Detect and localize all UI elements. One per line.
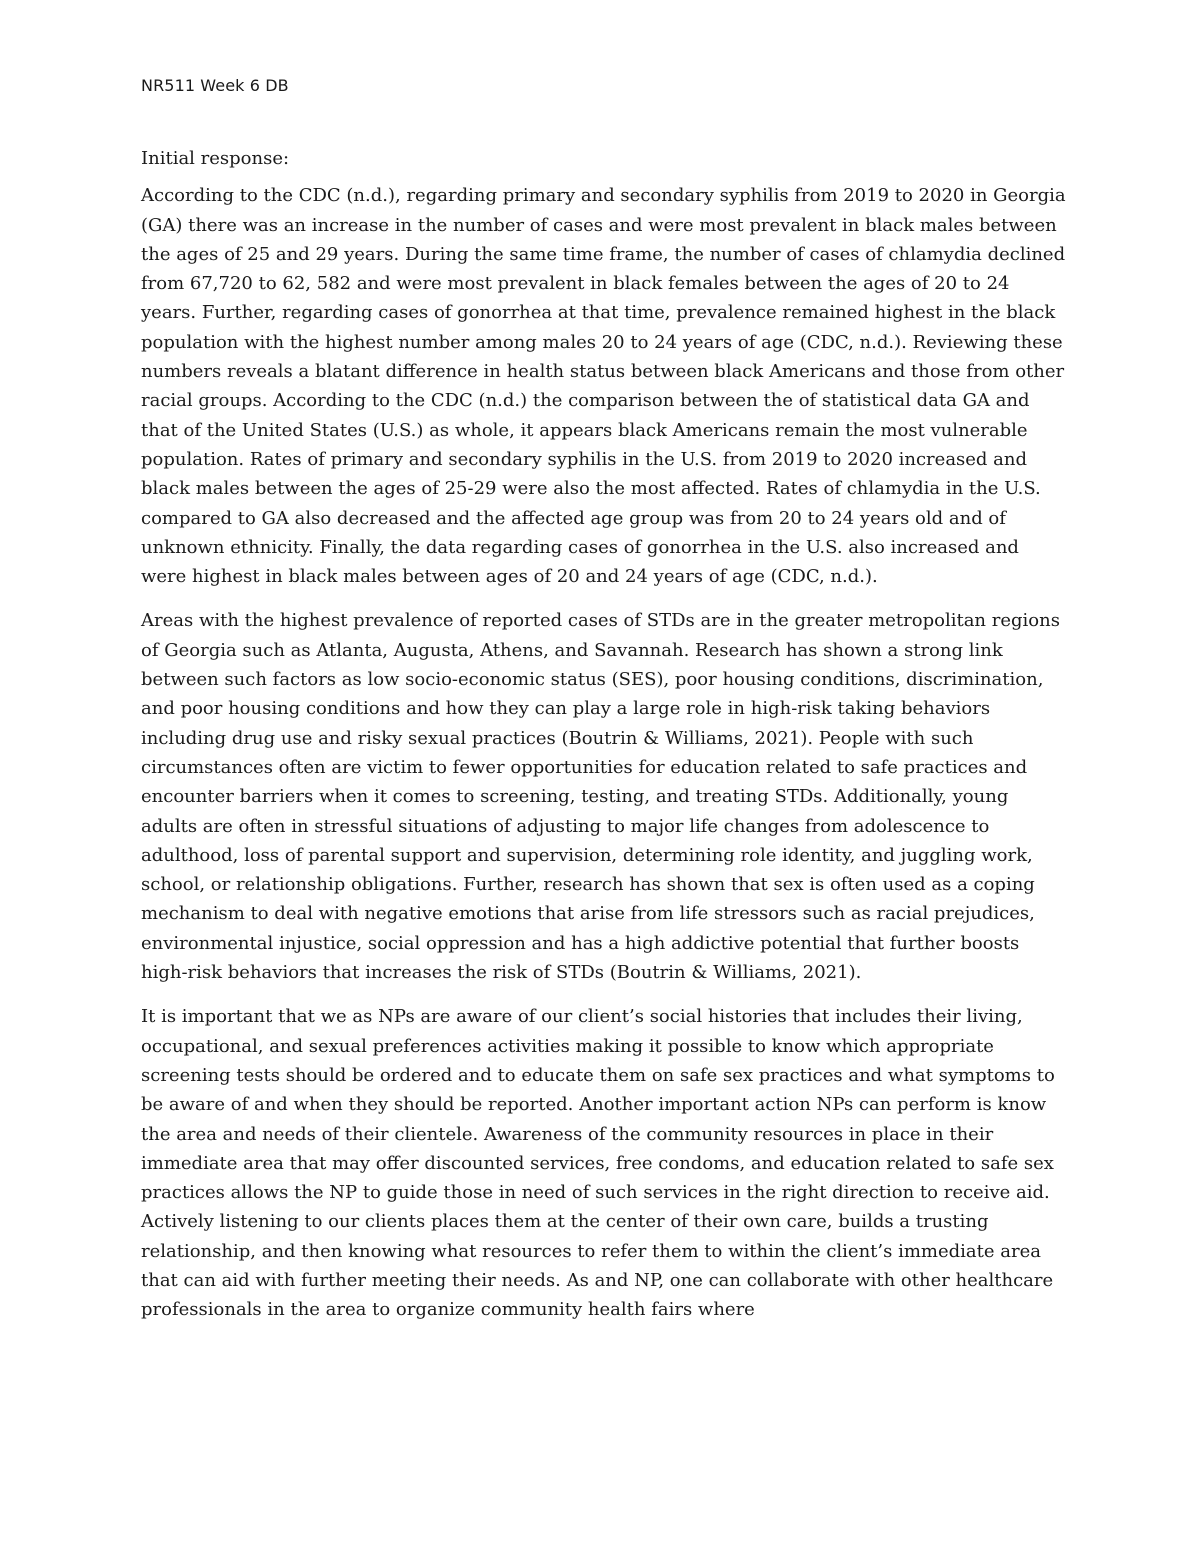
paragraph-np-role: It is important that we as NPs are aware of our client’s social histories that includes their living, occupational, and sexual preferences activities making it possible to know which appropriate screening tests should be ordered and to educate them on safe sex practices and what symptoms to be aware of and when they should be reported. Another important action NPs can perform is know the area and needs of their clientele. Awareness of the community resources in place in their immediate area that may offer discounted services, free condoms, and education related to safe sex practices allows the NP to guide those in need of such services in the right direction to receive aid. Actively listening to our clients places them at the center of their own care, builds a trusting relationship, and then knowing what resources to refer them to within the client’s immediate area that can aid with further meeting their needs. As and NP, one can collaborate with other healthcare professionals in the area to organize community health fairs where: [141, 1006, 1055, 1321]
document-header: NR511 Week 6 DB: [141, 76, 289, 95]
initial-response-label: Initial response:: [141, 148, 290, 169]
paragraph-cdc-statistics: According to the CDC (n.d.), regarding primary and secondary syphilis from 2019 to 2020 in Georgia (GA) there was an increase in the number of cases and were most prevalent in black males between the ages of 25 and 29 years. During the same time frame, the number of cases of chlamydia declined from 67,720 to 62, 582 and were most prevalent in black females between the ages of 20 to 24 years. Further, regarding cases of gonorrhea at that time, prevalence remained highest in the black population with the highest number among males 20 to 24 years of age (CDC, n.d.). Reviewing these numbers reveals a blatant difference in health status between black Americans and those from other racial groups. According to the CDC (n.d.) the comparison between the of statistical data GA and that of the United States (U.S.) as whole, it appears black Americans remain the most vulnerable population. Rates of primary and secondary syphilis in the U.S. from 2019 to 2020 increased and black males between the ages of 25-29 were also the most affected. Rates of chlamydia in the U.S. compared to GA also decreased and the affected age group was from 20 to 24 years old and of unknown ethnicity. Finally, the data regarding cases of gonorrhea in the U.S. also increased and were highest in black males between ages of 20 and 24 years of age (CDC, n.d.).: [141, 185, 1066, 588]
document-body: [141, 144, 1066, 1340]
paragraph-prevalence-areas: Areas with the highest prevalence of reported cases of STDs are in the greater metropolitan regions of Georgia such as Atlanta, Augusta, Athens, and Savannah. Research has shown a strong link between such factors as low socio-economic status (SES), poor housing conditions, discrimination, and poor housing conditions and how they can play a large role in high-risk taking behaviors including drug use and risky sexual practices (Boutrin & Williams, 2021). People with such circumstances often are victim to fewer opportunities for education related to safe practices and encounter barriers when it comes to screening, testing, and treating STDs. Additionally, young adults are often in stressful situations of adjusting to major life changes from adolescence to adulthood, loss of parental support and supervision, determining role identity, and juggling work, school, or relationship obligations. Further, research has shown that sex is often used as a coping mechanism to deal with negative emotions that arise from life stressors such as racial prejudices, environmental injustice, social oppression and has a high addictive potential that further boosts high-risk behaviors that increases the risk of STDs (Boutrin & Williams, 2021).: [141, 610, 1060, 984]
